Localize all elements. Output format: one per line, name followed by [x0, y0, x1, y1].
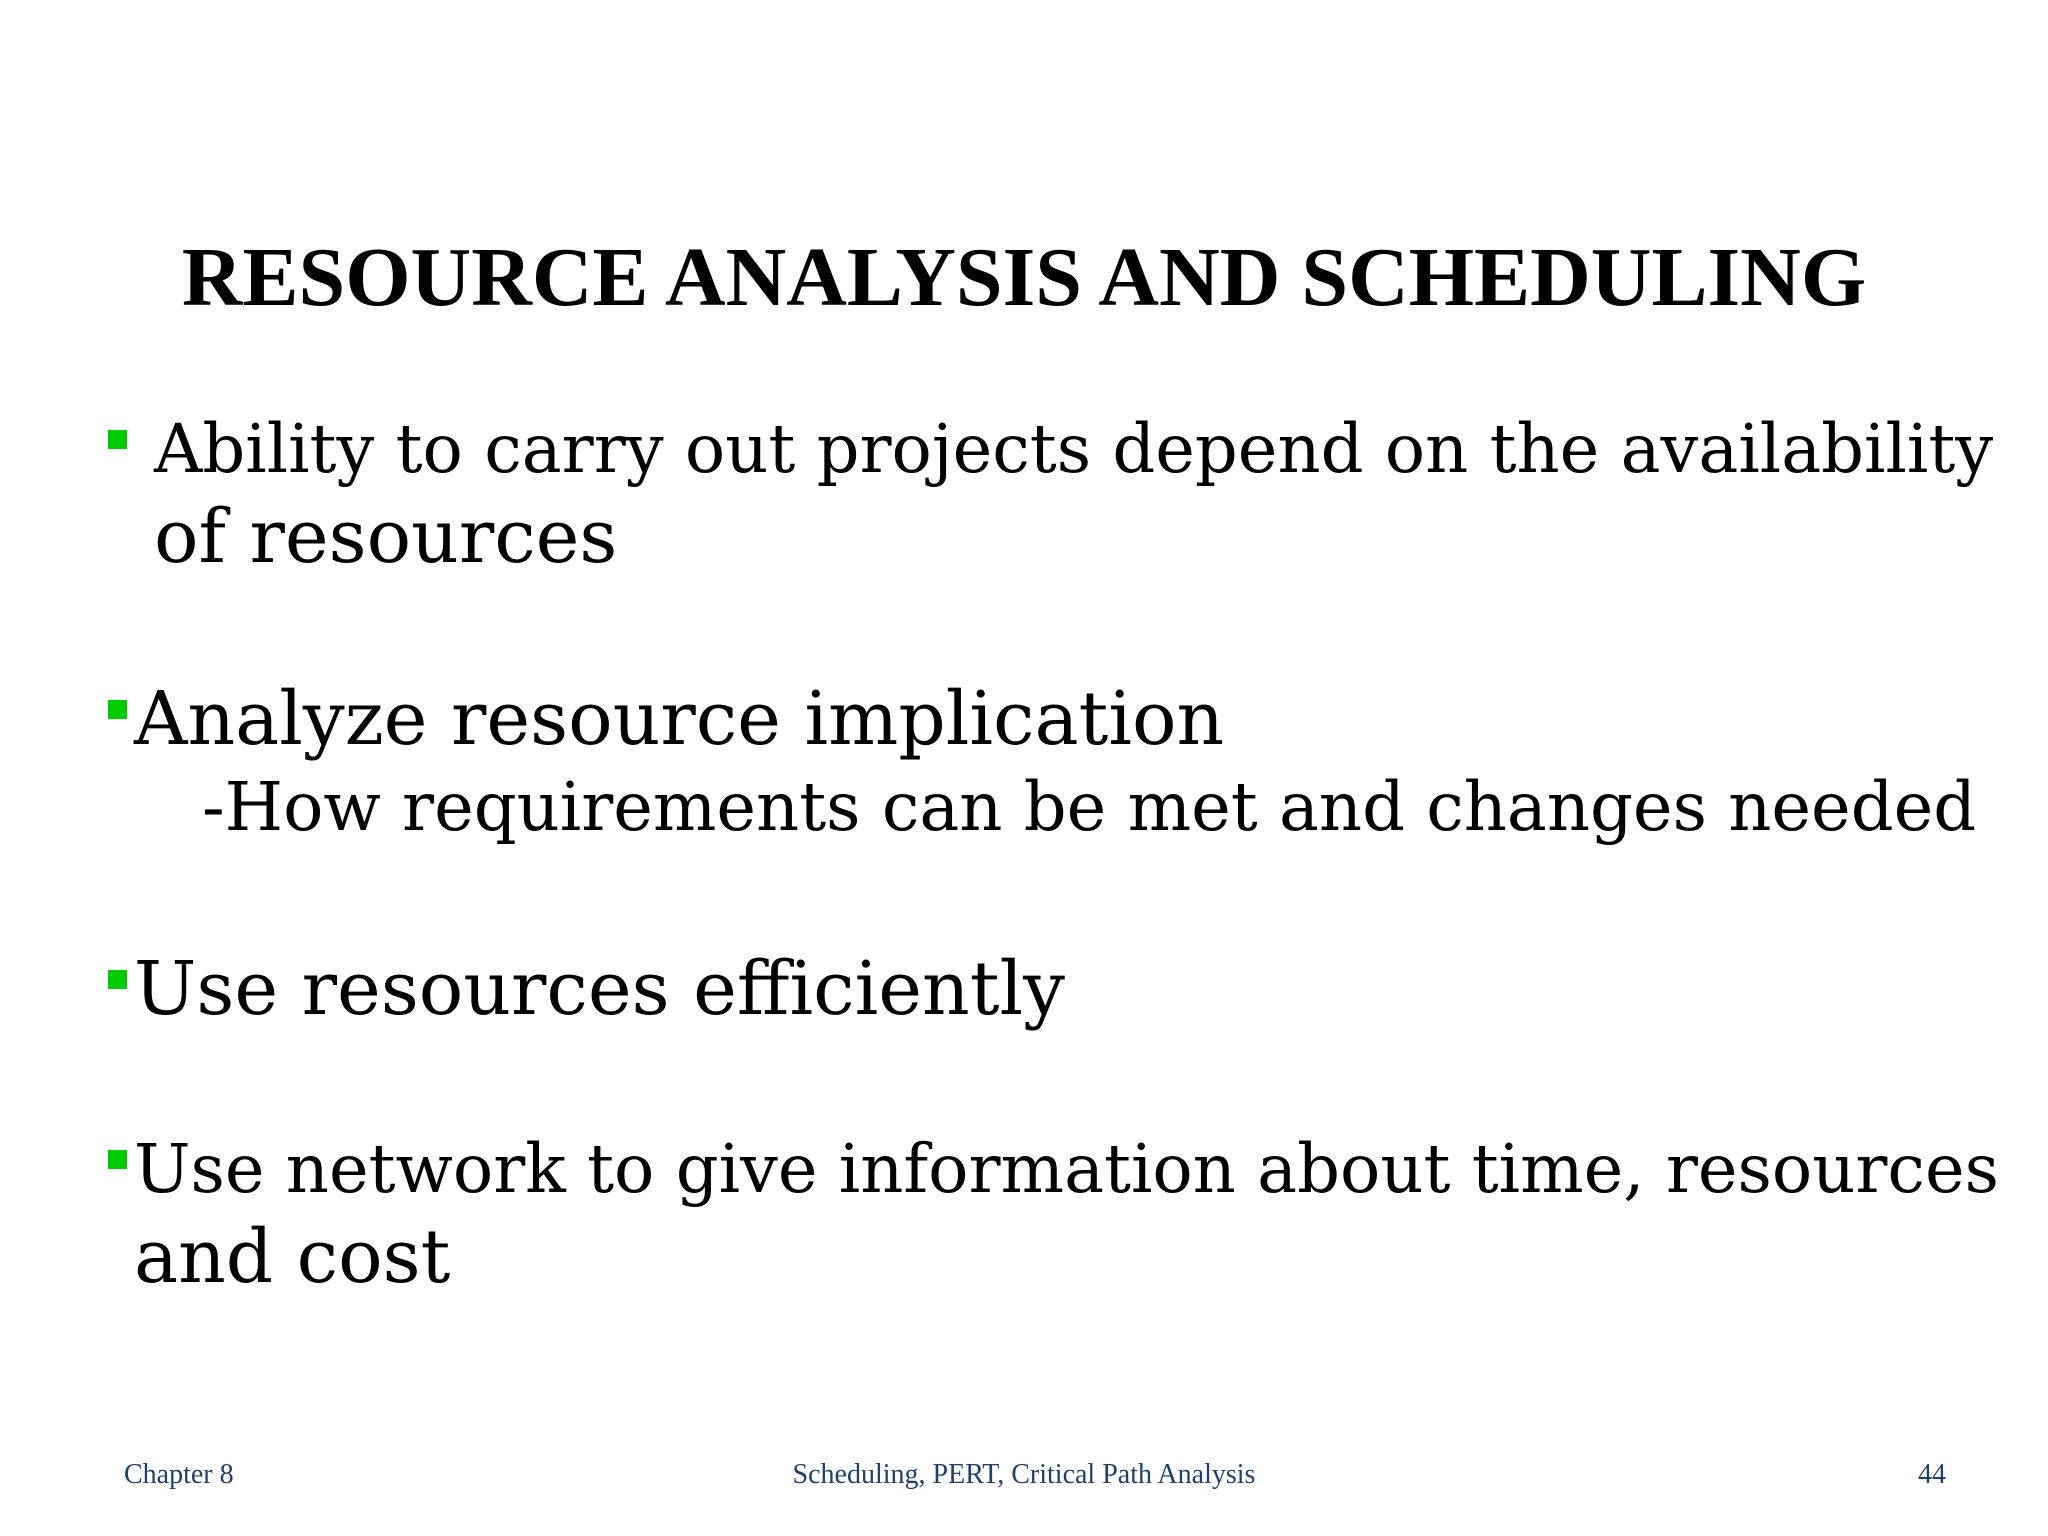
square-bullet-icon — [108, 1150, 127, 1169]
bullet-line: Use resources efficiently — [134, 946, 1065, 1032]
footer-title: Scheduling, PERT, Critical Path Analysis — [792, 1459, 1256, 1490]
bullet-line: Analyze resource implication — [134, 676, 1225, 762]
bullet-line: Ability to carry out projects depend on the availability — [154, 410, 1994, 488]
slide-title: RESOURCE ANALYSIS AND SCHEDULING — [181, 231, 1867, 324]
square-bullet-icon — [108, 430, 127, 449]
bullet-line: Use network to give information about time, resources — [134, 1130, 1999, 1208]
page-number: 44 — [1918, 1459, 1946, 1490]
footer-chapter: Chapter 8 — [124, 1459, 234, 1490]
bullet-sub-line: -How requirements can be met and changes needed — [202, 768, 1977, 846]
square-bullet-icon — [108, 970, 127, 989]
bullet-line: of resources — [154, 494, 618, 580]
square-bullet-icon — [108, 700, 127, 719]
bullet-line: and cost — [134, 1214, 451, 1300]
